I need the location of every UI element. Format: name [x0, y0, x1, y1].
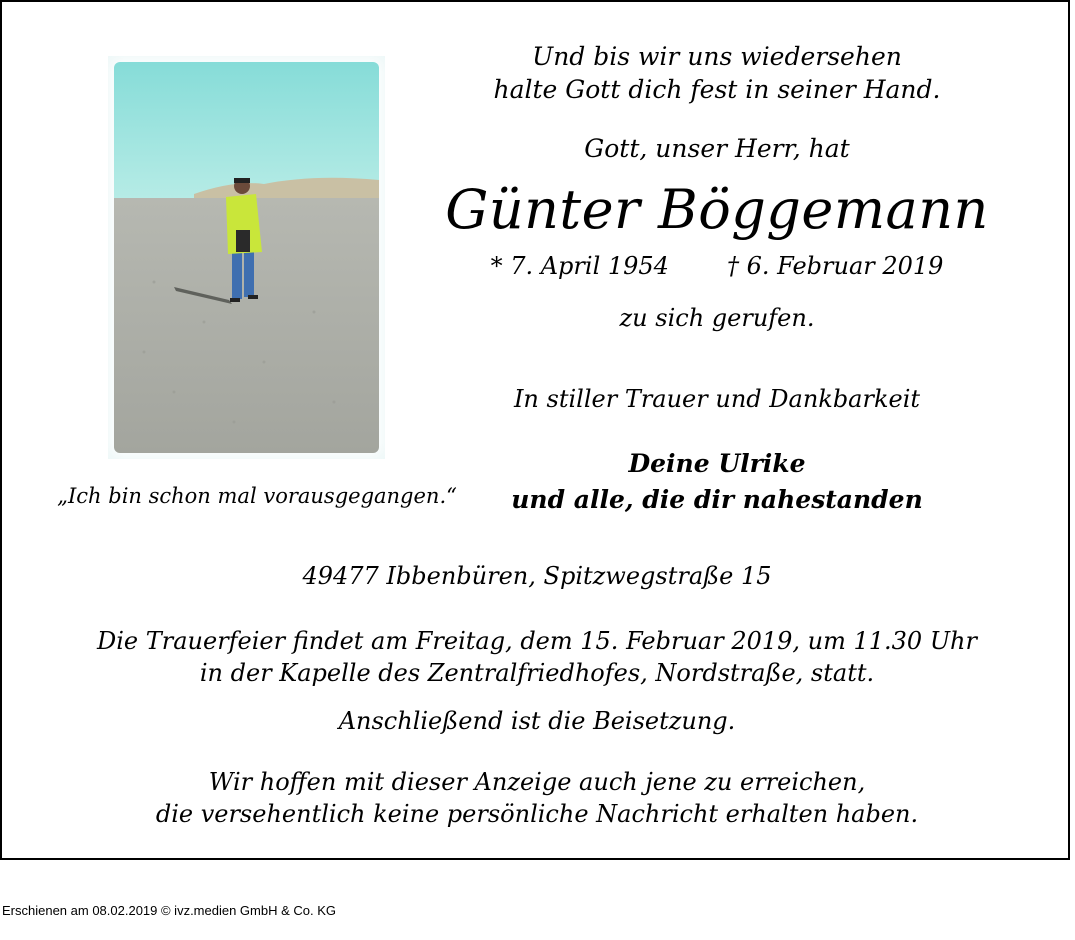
funeral-info: [2, 625, 1072, 689]
funeral-line-2: in der Kapelle des Zentralfriedhofes, Nordstraße, statt.: [199, 659, 875, 687]
address: 49477 Ibbenbüren, Spitzwegstraße 15: [302, 562, 772, 590]
verse-line-2: halte Gott dich fest in seiner Hand.: [493, 75, 941, 104]
intro-text: Gott, unser Herr, hat: [584, 134, 850, 163]
verse-line-1: Und bis wir uns wiedersehen: [532, 42, 902, 71]
deceased-name: Günter Böggemann: [445, 178, 989, 241]
verse: [457, 40, 977, 106]
notice-line-1: Wir hoffen mit dieser Anzeige auch jene zu erreichen,: [208, 768, 866, 796]
beach-photo: [114, 62, 379, 453]
photo-frame: [108, 56, 385, 459]
photo-quote: „Ich bin schon mal vorausgegangen.“: [57, 484, 457, 508]
family-signature: [457, 446, 977, 518]
photo-image: [114, 62, 379, 453]
funeral-line-1: Die Trauerfeier findet am Freitag, dem 15. Februar 2019, um 11.30 Uhr: [97, 627, 977, 655]
burial-info: Anschließend ist die Beisetzung.: [338, 707, 736, 735]
life-dates: [457, 252, 977, 280]
death-date: † 6. Februar 2019: [726, 252, 944, 280]
notice-text: [2, 766, 1072, 830]
publication-footer: Erschienen am 08.02.2019 © ivz.medien GmbH & Co. KG: [2, 903, 337, 918]
birth-date: * 7. April 1954: [490, 252, 669, 280]
mourning-text: In stiller Trauer und Dankbarkeit: [513, 385, 921, 413]
notice-line-2: die versehentlich keine persönliche Nachricht erhalten haben.: [155, 800, 919, 828]
family-line-1: Deine Ulrike: [628, 449, 806, 478]
family-line-2: und alle, die dir nahestanden: [511, 485, 923, 514]
called-text: zu sich gerufen.: [619, 304, 815, 332]
